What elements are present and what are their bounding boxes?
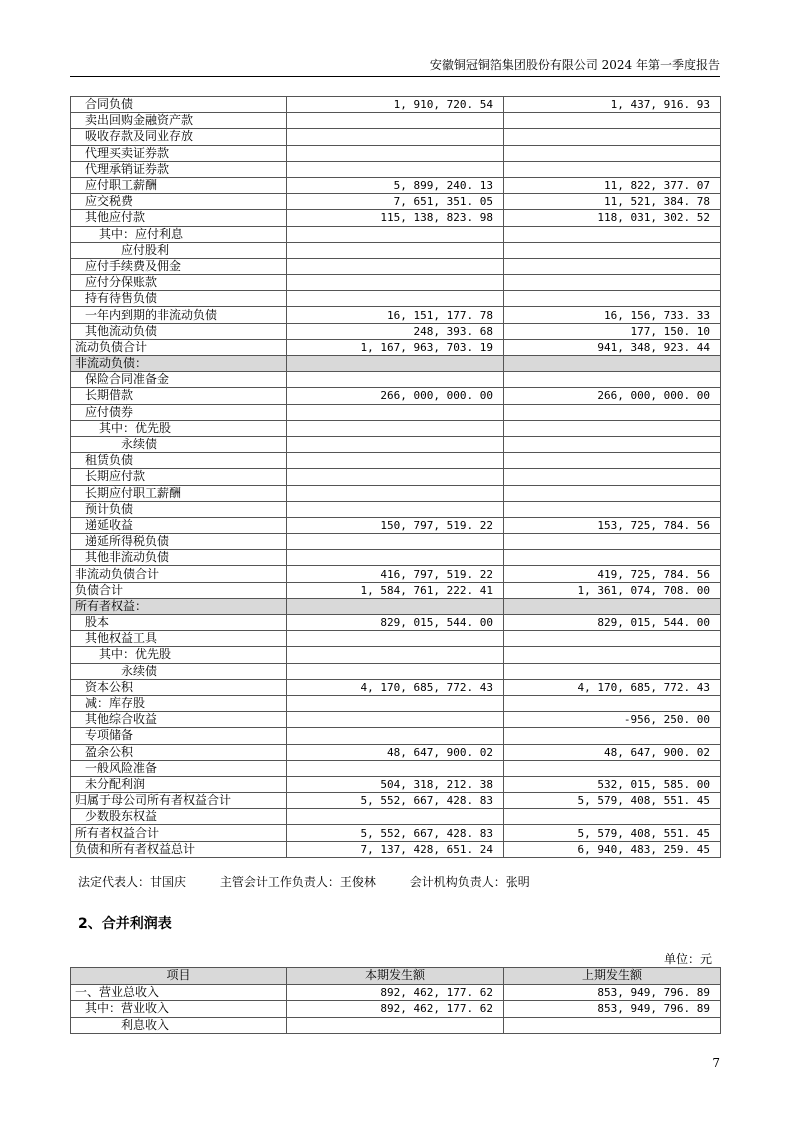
row-label: 其他综合收益 (71, 712, 287, 728)
current-value (287, 420, 504, 436)
previous-value: 11, 521, 384. 78 (504, 194, 721, 210)
current-value (287, 1017, 504, 1034)
row-label: 应付职工薪酬 (71, 177, 287, 193)
table-row (71, 793, 721, 809)
previous-value: 4, 170, 685, 772. 43 (504, 679, 721, 695)
previous-value: 11, 822, 377. 07 (504, 177, 721, 193)
row-label: 减：库存股 (71, 695, 287, 711)
current-value: 5, 552, 667, 428. 83 (287, 825, 504, 841)
previous-value (504, 420, 721, 436)
previous-value: 853, 949, 796. 89 (504, 984, 721, 1001)
row-label: 应付手续费及佣金 (71, 258, 287, 274)
header-previous: 上期发生额 (504, 968, 721, 985)
current-value: 115, 138, 823. 98 (287, 210, 504, 226)
row-label: 长期应付职工薪酬 (71, 485, 287, 501)
table-row (71, 841, 721, 857)
table-row (71, 420, 721, 436)
table-row (71, 339, 721, 355)
previous-value: 5, 579, 408, 551. 45 (504, 793, 721, 809)
current-value (287, 356, 504, 372)
row-label: 永续债 (71, 663, 287, 679)
table-row (71, 485, 721, 501)
current-value (287, 404, 504, 420)
current-value: 892, 462, 177. 62 (287, 1001, 504, 1018)
row-label: 流动负债合计 (71, 339, 287, 355)
previous-value (504, 145, 721, 161)
row-label: 应付债券 (71, 404, 287, 420)
current-value (287, 485, 504, 501)
current-value (287, 469, 504, 485)
current-value (287, 501, 504, 517)
current-value (287, 809, 504, 825)
current-value (287, 258, 504, 274)
table-row (71, 582, 721, 598)
row-label: 少数股东权益 (71, 809, 287, 825)
row-label: 一年内到期的非流动负债 (71, 307, 287, 323)
row-label: 所有者权益合计 (71, 825, 287, 841)
previous-value (504, 113, 721, 129)
table-row (71, 404, 721, 420)
current-value (287, 598, 504, 614)
accounting-org-head: 会计机构负责人：张明 (409, 875, 530, 889)
table-row (71, 728, 721, 744)
current-value (287, 631, 504, 647)
row-label: 递延所得税负债 (71, 534, 287, 550)
current-value (287, 712, 504, 728)
table-row (71, 388, 721, 404)
row-label: 卖出回购金融资产款 (71, 113, 287, 129)
row-label: 代理买卖证券款 (71, 145, 287, 161)
current-value (287, 145, 504, 161)
current-value: 1, 910, 720. 54 (287, 97, 504, 113)
row-label: 利息收入 (71, 1017, 287, 1034)
current-value: 1, 584, 761, 222. 41 (287, 582, 504, 598)
table-row (71, 453, 721, 469)
previous-value: 6, 940, 483, 259. 45 (504, 841, 721, 857)
table-row (71, 695, 721, 711)
current-value (287, 242, 504, 258)
current-value: 248, 393. 68 (287, 323, 504, 339)
row-label: 其他流动负债 (71, 323, 287, 339)
current-value: 504, 318, 212. 38 (287, 776, 504, 792)
table-row (71, 679, 721, 695)
current-value: 150, 797, 519. 22 (287, 517, 504, 533)
table-row (71, 323, 721, 339)
row-label: 永续债 (71, 436, 287, 452)
row-label: 其中：优先股 (71, 647, 287, 663)
current-value (287, 226, 504, 242)
row-label: 负债合计 (71, 582, 287, 598)
current-value: 416, 797, 519. 22 (287, 566, 504, 582)
previous-value (504, 436, 721, 452)
table-row (71, 615, 721, 631)
table-row (71, 534, 721, 550)
previous-value (504, 1017, 721, 1034)
row-label: 持有待售负债 (71, 291, 287, 307)
table-row (71, 113, 721, 129)
row-label: 吸收存款及同业存放 (71, 129, 287, 145)
previous-value (504, 647, 721, 663)
current-value: 1, 167, 963, 703. 19 (287, 339, 504, 355)
row-label: 非流动负债： (71, 356, 287, 372)
row-label: 长期应付款 (71, 469, 287, 485)
row-label: 其中：优先股 (71, 420, 287, 436)
row-label: 长期借款 (71, 388, 287, 404)
current-value (287, 663, 504, 679)
table-row (71, 550, 721, 566)
previous-value (504, 161, 721, 177)
table-row (71, 776, 721, 792)
previous-value: -956, 250. 00 (504, 712, 721, 728)
report-title: 安徽铜冠铜箔集团股份有限公司 2024 年第一季度报告 (429, 58, 720, 72)
row-label: 股本 (71, 615, 287, 631)
row-label: 归属于母公司所有者权益合计 (71, 793, 287, 809)
row-label: 所有者权益： (71, 598, 287, 614)
row-label: 资本公积 (71, 679, 287, 695)
table-row (71, 712, 721, 728)
previous-value: 177, 150. 10 (504, 323, 721, 339)
current-value: 266, 000, 000. 00 (287, 388, 504, 404)
current-value (287, 113, 504, 129)
previous-value (504, 663, 721, 679)
previous-value (504, 485, 721, 501)
table-row (71, 825, 721, 841)
previous-value: 266, 000, 000. 00 (504, 388, 721, 404)
previous-value (504, 275, 721, 291)
current-value: 16, 151, 177. 78 (287, 307, 504, 323)
table-header-row (71, 968, 721, 985)
table-row (71, 226, 721, 242)
previous-value (504, 242, 721, 258)
row-label: 预计负债 (71, 501, 287, 517)
table-row (71, 501, 721, 517)
table-row (71, 469, 721, 485)
previous-value: 419, 725, 784. 56 (504, 566, 721, 582)
table-row (71, 161, 721, 177)
balance-sheet-table (70, 96, 721, 858)
row-label: 其他权益工具 (71, 631, 287, 647)
table-row (71, 291, 721, 307)
header-current: 本期发生额 (287, 968, 504, 985)
previous-value (504, 356, 721, 372)
previous-value: 5, 579, 408, 551. 45 (504, 825, 721, 841)
table-row (71, 145, 721, 161)
table-row (71, 356, 721, 372)
row-label: 其中：营业收入 (71, 1001, 287, 1018)
table-row (71, 598, 721, 614)
row-label: 应交税费 (71, 194, 287, 210)
section-title: 2、合并利润表 (78, 916, 172, 932)
current-value: 829, 015, 544. 00 (287, 615, 504, 631)
table-row (71, 663, 721, 679)
table-row (71, 984, 721, 1001)
previous-value: 532, 015, 585. 00 (504, 776, 721, 792)
previous-value (504, 728, 721, 744)
page-number: 7 (712, 1056, 720, 1070)
previous-value (504, 631, 721, 647)
current-value: 5, 552, 667, 428. 83 (287, 793, 504, 809)
previous-value (504, 760, 721, 776)
row-label: 非流动负债合计 (71, 566, 287, 582)
table-row (71, 258, 721, 274)
row-label: 专项储备 (71, 728, 287, 744)
row-label: 保险合同准备金 (71, 372, 287, 388)
row-label: 未分配利润 (71, 776, 287, 792)
current-value (287, 728, 504, 744)
row-label: 其他非流动负债 (71, 550, 287, 566)
current-value (287, 161, 504, 177)
table-row (71, 129, 721, 145)
previous-value (504, 534, 721, 550)
previous-value: 153, 725, 784. 56 (504, 517, 721, 533)
previous-value: 118, 031, 302. 52 (504, 210, 721, 226)
current-value: 48, 647, 900. 02 (287, 744, 504, 760)
legal-representative: 法定代表人：甘国庆 (78, 875, 187, 889)
current-value (287, 291, 504, 307)
current-value (287, 534, 504, 550)
row-label: 代理承销证券款 (71, 161, 287, 177)
previous-value: 48, 647, 900. 02 (504, 744, 721, 760)
table-row (71, 177, 721, 193)
previous-value (504, 598, 721, 614)
table-row (71, 372, 721, 388)
previous-value (504, 809, 721, 825)
table-row (71, 307, 721, 323)
table-row (71, 1017, 721, 1034)
current-value (287, 695, 504, 711)
previous-value: 1, 437, 916. 93 (504, 97, 721, 113)
row-label: 应付股利 (71, 242, 287, 258)
table-row (71, 744, 721, 760)
row-label: 递延收益 (71, 517, 287, 533)
row-label: 租赁负债 (71, 453, 287, 469)
table-row (71, 275, 721, 291)
table-row (71, 631, 721, 647)
current-value (287, 550, 504, 566)
income-statement-table (70, 967, 721, 1034)
previous-value (504, 404, 721, 420)
current-value: 7, 651, 351. 05 (287, 194, 504, 210)
table-row (71, 809, 721, 825)
table-row (71, 566, 721, 582)
current-value: 892, 462, 177. 62 (287, 984, 504, 1001)
previous-value (504, 453, 721, 469)
current-value (287, 436, 504, 452)
row-label: 一、营业总收入 (71, 984, 287, 1001)
previous-value (504, 226, 721, 242)
row-label: 其中：应付利息 (71, 226, 287, 242)
accounting-head: 主管会计工作负责人：王俊林 (219, 875, 376, 889)
current-value: 4, 170, 685, 772. 43 (287, 679, 504, 695)
table-row (71, 517, 721, 533)
current-value: 5, 899, 240. 13 (287, 177, 504, 193)
previous-value: 16, 156, 733. 33 (504, 307, 721, 323)
table-row (71, 1001, 721, 1018)
current-value (287, 275, 504, 291)
previous-value (504, 501, 721, 517)
table-row (71, 647, 721, 663)
table-row (71, 242, 721, 258)
table-row (71, 194, 721, 210)
previous-value (504, 258, 721, 274)
previous-value: 1, 361, 074, 708. 00 (504, 582, 721, 598)
current-value (287, 760, 504, 776)
unit-label: 单位：元 (663, 952, 712, 966)
previous-value (504, 291, 721, 307)
row-label: 应付分保账款 (71, 275, 287, 291)
table-row (71, 210, 721, 226)
header-item: 项目 (71, 968, 287, 985)
current-value (287, 129, 504, 145)
signature-line (78, 873, 560, 890)
row-label: 一般风险准备 (71, 760, 287, 776)
row-label: 其他应付款 (71, 210, 287, 226)
previous-value (504, 695, 721, 711)
row-label: 盈余公积 (71, 744, 287, 760)
report-header (70, 56, 720, 77)
previous-value: 853, 949, 796. 89 (504, 1001, 721, 1018)
previous-value: 829, 015, 544. 00 (504, 615, 721, 631)
previous-value (504, 372, 721, 388)
previous-value (504, 469, 721, 485)
table-row (71, 760, 721, 776)
current-value (287, 372, 504, 388)
row-label: 合同负债 (71, 97, 287, 113)
previous-value: 941, 348, 923. 44 (504, 339, 721, 355)
previous-value (504, 129, 721, 145)
current-value (287, 647, 504, 663)
table-row (71, 436, 721, 452)
current-value: 7, 137, 428, 651. 24 (287, 841, 504, 857)
previous-value (504, 550, 721, 566)
table-row (71, 97, 721, 113)
row-label: 负债和所有者权益总计 (71, 841, 287, 857)
current-value (287, 453, 504, 469)
